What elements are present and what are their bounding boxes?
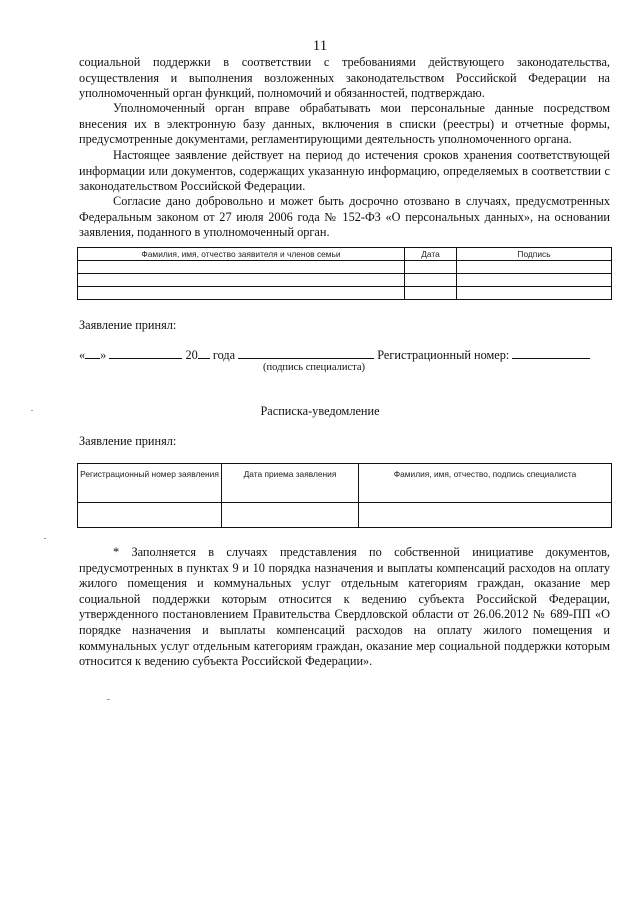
signature-caption: (подпись специалиста)	[263, 362, 366, 373]
scan-speck	[44, 538, 46, 539]
paragraph-data-processing: Уполномоченный орган вправе обрабатывать мои персональные данные посредством внесения их в электронную базу данных, включения в списки (реестры) и отчетные формы, предусмотренные документами, регламентирующими деятельность уполномоченного органа.	[79, 101, 610, 147]
footnote: * Заполняется в случаях представления по собственной инициативе документов, предусмотренных в пунктах 9 и 10 порядка назначения и выплаты компенсаций расходов на оплату жилого помещения и коммунальных услуг отдельным категориям граждан, оказание мер социальной поддержки которым относится к ведению субъекта Российской Федерации, утвержденного постановлением Правительства Свердловской области от 26.06.2012 № 689-ПП «О порядке назначения и выплаты компенсаций расходов на оплату жилого помещения и коммунальных услуг отдельным категориям граждан, оказание мер социальной поддержки которым относится к ведению субъекта Российской Федерации».	[79, 545, 610, 669]
quote-open: «	[79, 348, 86, 362]
year-prefix: 20	[185, 348, 198, 362]
year-blank[interactable]	[198, 347, 210, 359]
scan-speck	[31, 410, 33, 411]
empty-cell[interactable]	[78, 261, 405, 274]
empty-cell[interactable]	[359, 503, 612, 528]
column-header-signature: Подпись	[457, 248, 612, 261]
empty-cell[interactable]	[405, 274, 457, 287]
receipt-table	[77, 463, 612, 528]
table-row	[78, 287, 612, 300]
table-header-row	[78, 248, 612, 261]
specialist-signature-blank[interactable]	[238, 347, 374, 359]
column-header-specialist: Фамилия, имя, отчество, подпись специалиста	[359, 464, 612, 503]
receipt-title: Расписка-уведомление	[260, 404, 380, 418]
registration-number-blank[interactable]	[512, 347, 590, 359]
paragraph-consent-purpose: социальной поддержки в соответствии с требованиями действующего законодательства, осуществления и выполнения возложенных законодательством Российской Федерации на уполномоченный орган функций, полномочий и обязанностей, подтверждаю.	[79, 55, 610, 101]
page-number: 11	[312, 38, 328, 54]
empty-cell[interactable]	[78, 274, 405, 287]
quote-close: »	[100, 348, 107, 362]
day-blank[interactable]	[85, 347, 100, 359]
empty-cell[interactable]	[222, 503, 359, 528]
table-row	[78, 503, 612, 528]
paragraph-validity-period: Настоящее заявление действует на период до истечения сроков хранения соответствующей информации или документов, содержащих указанную информацию, определяемых в соответствии с законодательством Российской Федерации.	[79, 148, 610, 194]
paragraph-revocation: Согласие дано добровольно и может быть досрочно отозвано в случаях, предусмотренных Федеральным законом от 27 июля 2006 года № 152-ФЗ «О персональных данных», на основании заявления, поданного в уполномоченный орган.	[79, 194, 610, 240]
column-header-receipt-date: Дата приема заявления	[222, 464, 359, 503]
empty-cell[interactable]	[457, 287, 612, 300]
column-header-full-name: Фамилия, имя, отчество заявителя и членов семьи	[78, 248, 405, 261]
signatures-table	[77, 247, 612, 300]
column-header-registration-number: Регистрационный номер заявления	[78, 464, 222, 503]
registration-number-label: Регистрационный номер:	[377, 348, 510, 362]
date-and-registration-line	[79, 347, 590, 363]
application-received-label-2: Заявление принял:	[79, 434, 177, 448]
table-row	[78, 261, 612, 274]
empty-cell[interactable]	[457, 274, 612, 287]
application-received-label: Заявление принял:	[79, 318, 177, 332]
table-row	[78, 274, 612, 287]
scan-speck	[107, 699, 110, 700]
empty-cell[interactable]	[457, 261, 612, 274]
empty-cell[interactable]	[405, 261, 457, 274]
year-suffix: года	[212, 348, 236, 362]
empty-cell[interactable]	[78, 287, 405, 300]
table-header-row	[78, 464, 612, 503]
month-blank[interactable]	[109, 347, 182, 359]
empty-cell[interactable]	[78, 503, 222, 528]
empty-cell[interactable]	[405, 287, 457, 300]
column-header-date: Дата	[405, 248, 457, 261]
